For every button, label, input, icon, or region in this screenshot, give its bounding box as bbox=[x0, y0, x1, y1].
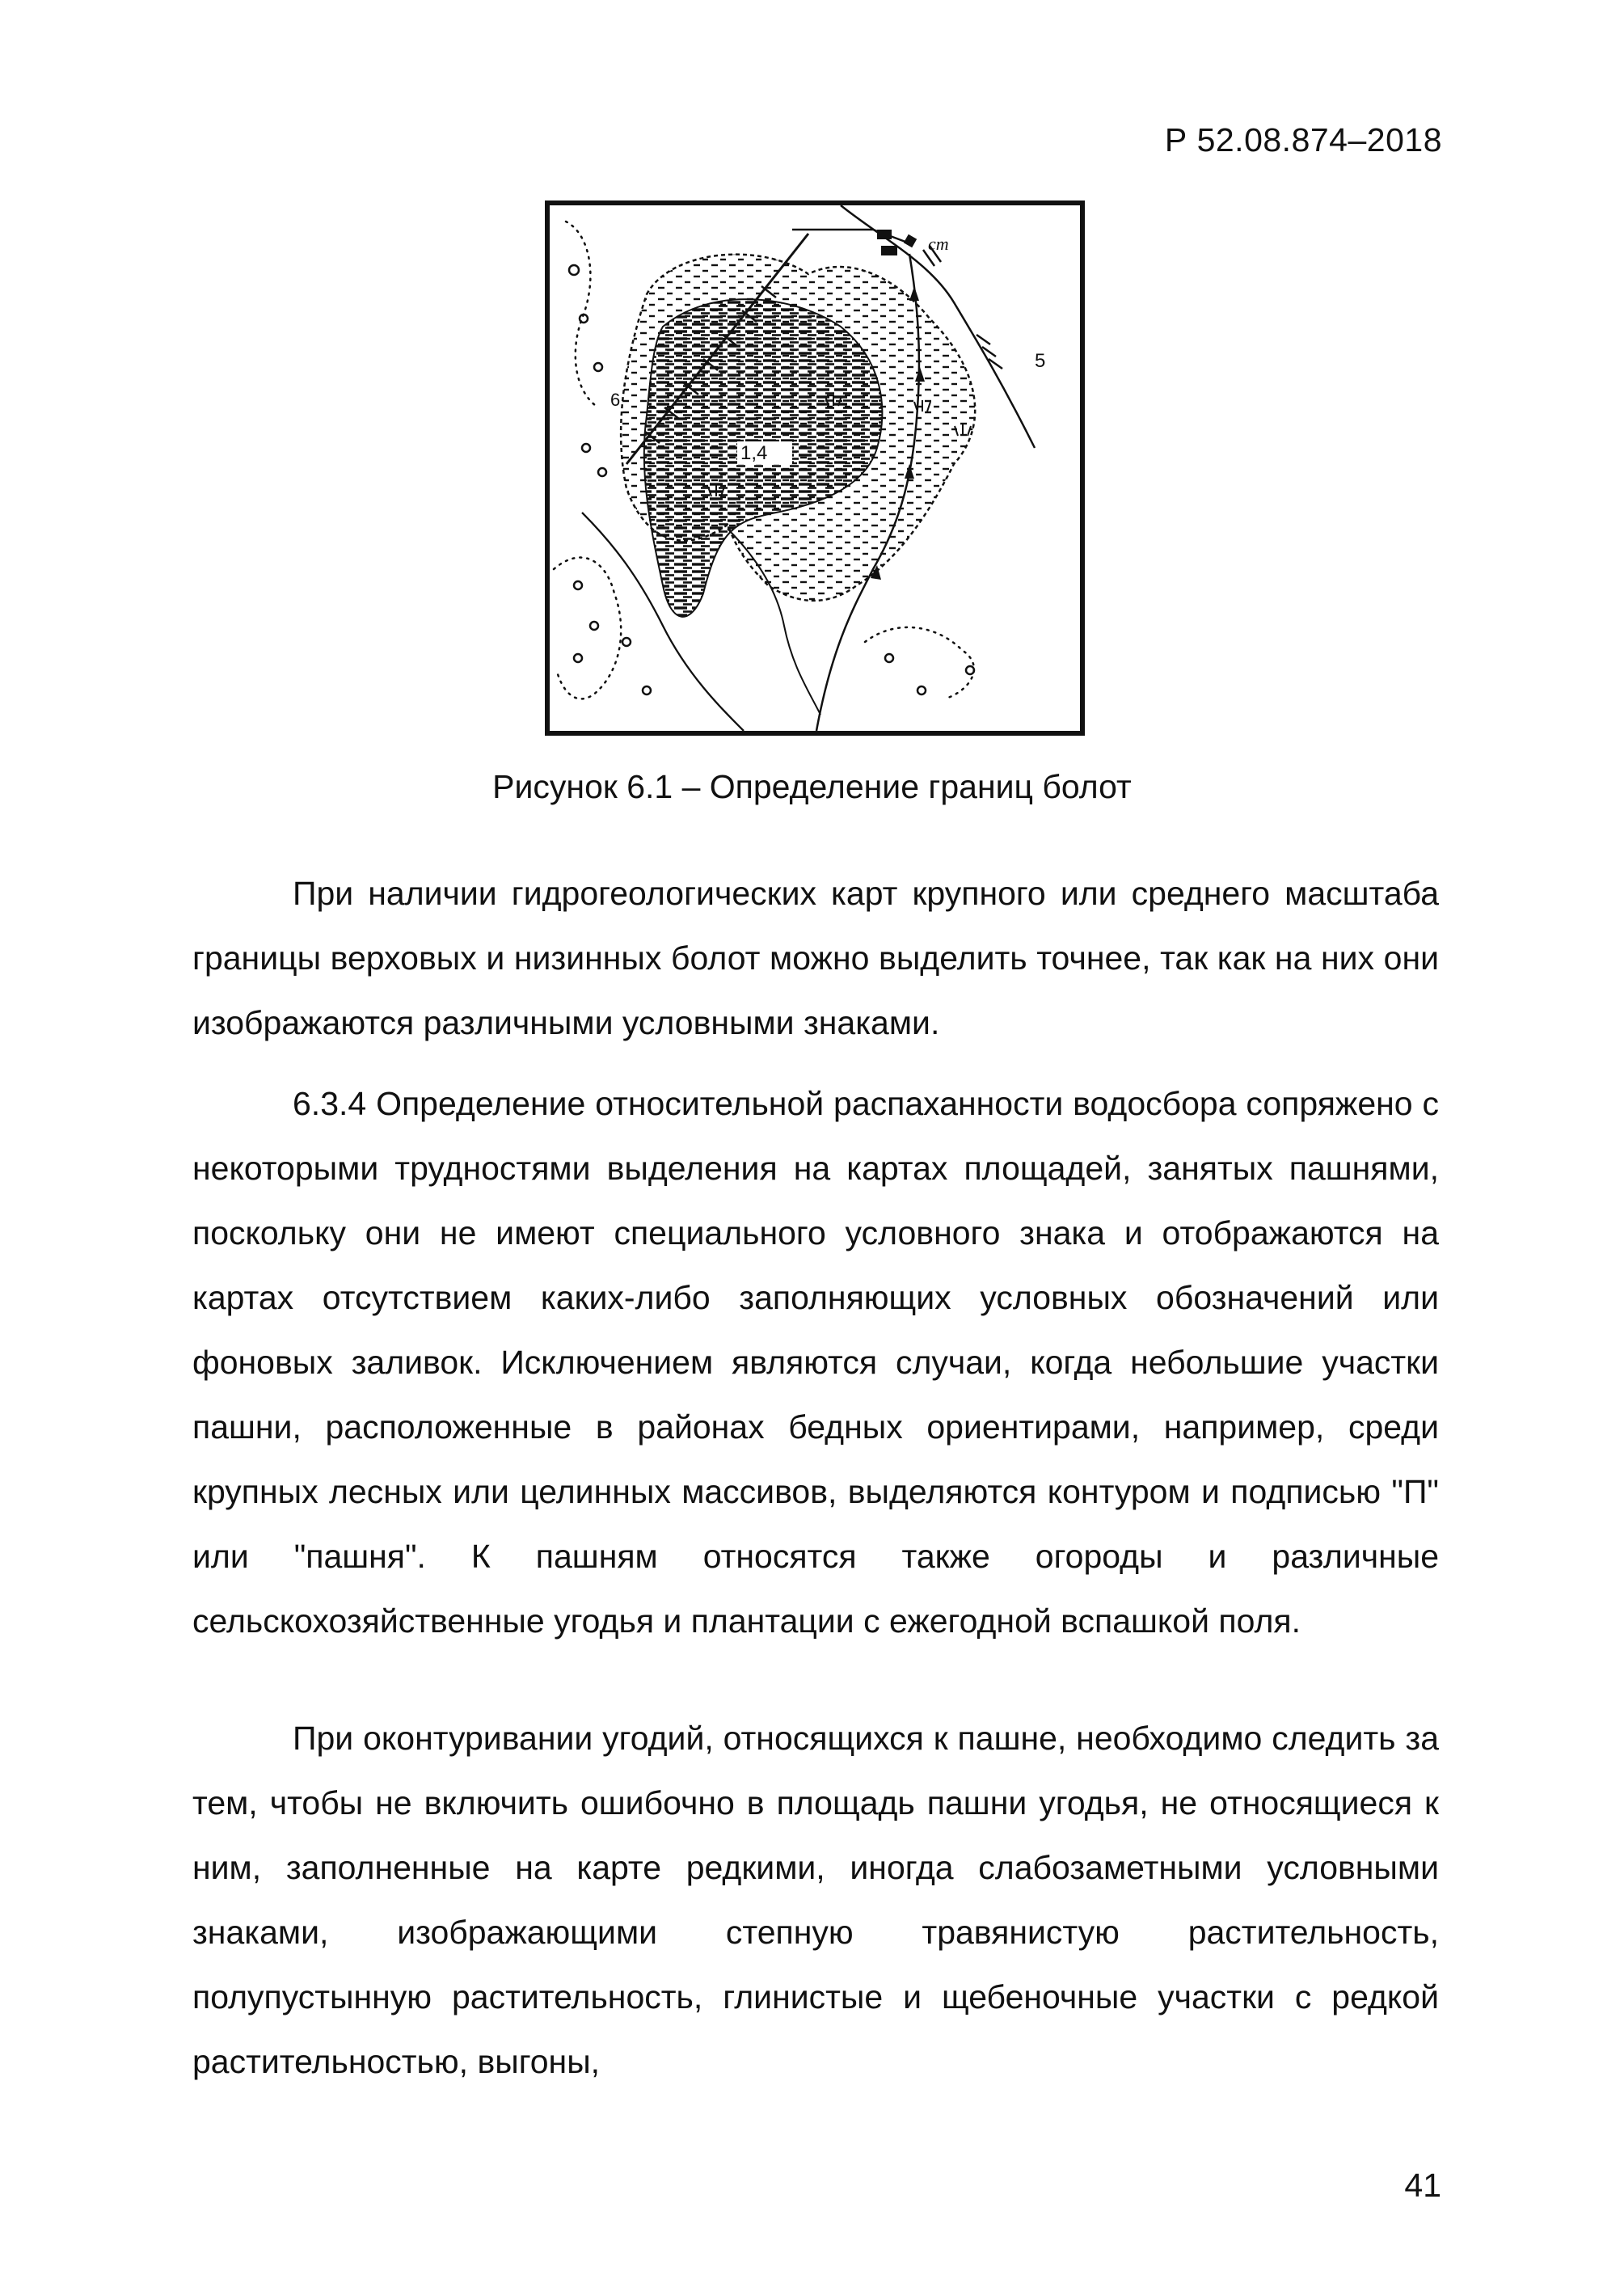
paragraph-text: 6.3.4 Определение относительной распаханности водосбора сопряжено с некоторыми трудностями выделения на картах площадей, занятых пашнями, поскольку они не имеют специального условного знака и отображаются на картах отсутствием каких-либо заполняющих условных обозначений или фоновых заливок. Исключением являются случаи, когда небольшие участки пашни, расположенные в районах бедных ориентирами, например, среди крупных лесных или целинных массивов, выделяются контуром и подписью "П" или "пашня". К пашням относятся также огороды и различные сельскохозяйственные угодья и плантации с ежегодной вспашкой поля. bbox=[192, 1085, 1439, 1640]
page-number: 41 bbox=[1404, 2167, 1441, 2204]
map-label-6: 6 bbox=[610, 390, 621, 410]
map-label-5: 5 bbox=[1035, 350, 1046, 372]
paragraph-3 bbox=[192, 1706, 1439, 2094]
paragraph-1 bbox=[192, 861, 1439, 1055]
document-code: Р 52.08.874–2018 bbox=[1164, 121, 1442, 158]
map-label-depth: 1,4 bbox=[740, 442, 768, 464]
forest-contour-left bbox=[554, 558, 621, 699]
paragraph-text: При оконтуривании угодий, относящихся к пашне, необходимо следить за тем, чтобы не включить ошибочно в площадь пашни угодья, не относящиеся к ним, заполненные на карте редкими, иногда слабозаметными условными знаками, изображающими степную травянистую растительность, полупустынную растительность, глинистые и щебеночные участки с редкой растительностью, выгоны, bbox=[192, 1720, 1439, 2080]
paragraph-2 bbox=[192, 1071, 1439, 1653]
map-label-stop: ст bbox=[928, 234, 949, 254]
figure-caption: Рисунок 6.1 – Определение границ болот bbox=[492, 768, 1132, 805]
map-drawing bbox=[550, 205, 1080, 731]
paragraph-text: При наличии гидрогеологических карт крупного или среднего масштаба границы верховых и низинных болот можно выделить точнее, так как на них они изображаются различными условными знаками. bbox=[192, 875, 1439, 1041]
swamp-boundary-map bbox=[545, 200, 1085, 736]
